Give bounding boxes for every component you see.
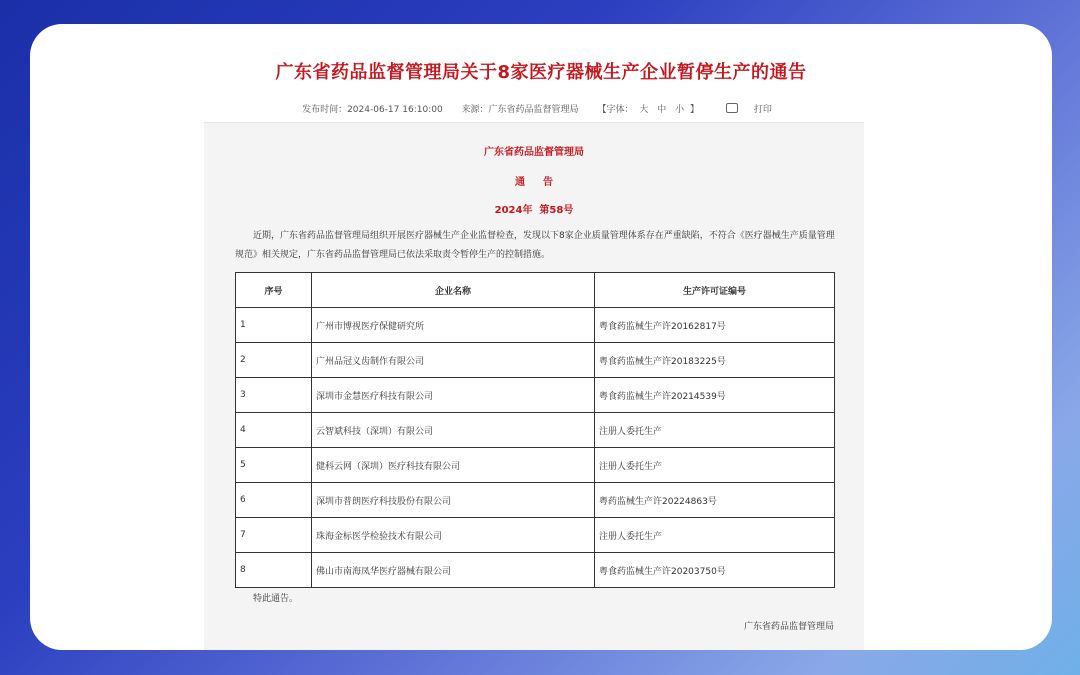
font-small-button[interactable]: 小 bbox=[675, 105, 685, 115]
cell-license: 注册人委托生产 bbox=[595, 448, 835, 483]
font-size-label-end: 】 bbox=[690, 105, 700, 115]
cell-license: 粤食药监械生产许20214539号 bbox=[595, 378, 835, 413]
cell-company: 珠海金标医学检验技术有限公司 bbox=[312, 518, 595, 553]
cell-index: 1 bbox=[236, 308, 312, 343]
printer-icon bbox=[726, 103, 738, 113]
cell-index: 6 bbox=[236, 483, 312, 518]
cell-company: 健科云网（深圳）医疗科技有限公司 bbox=[312, 448, 595, 483]
cell-license: 注册人委托生产 bbox=[595, 518, 835, 553]
table-row bbox=[236, 448, 835, 483]
article-body bbox=[204, 122, 864, 650]
table-row bbox=[236, 343, 835, 378]
cell-company: 深圳市金慧医疗科技有限公司 bbox=[312, 378, 595, 413]
cell-index: 3 bbox=[236, 378, 312, 413]
table-row bbox=[236, 518, 835, 553]
cell-company: 广州市博视医疗保健研究所 bbox=[312, 308, 595, 343]
doc-number: 2024年 第58号 bbox=[494, 205, 574, 216]
cell-index: 4 bbox=[236, 413, 312, 448]
print-label: 打印 bbox=[753, 105, 772, 115]
header-license: 生产许可证编号 bbox=[595, 273, 835, 308]
doc-signature: 广东省药品监督管理局 bbox=[743, 622, 834, 632]
font-medium-button[interactable]: 中 bbox=[657, 105, 667, 115]
cell-index: 8 bbox=[236, 553, 312, 588]
print-button[interactable] bbox=[718, 105, 780, 115]
table-row bbox=[236, 483, 835, 518]
table-row bbox=[236, 553, 835, 588]
table-row bbox=[236, 378, 835, 413]
cell-index: 2 bbox=[236, 343, 312, 378]
cell-company: 云智斌科技（深圳）有限公司 bbox=[312, 413, 595, 448]
cell-index: 7 bbox=[236, 518, 312, 553]
font-large-button[interactable]: 大 bbox=[639, 105, 649, 115]
table-header-row bbox=[236, 273, 835, 308]
article-card bbox=[30, 24, 1052, 650]
doc-notice-heading: 通告 bbox=[515, 177, 571, 188]
header-index: 序号 bbox=[236, 273, 312, 308]
cell-company: 佛山市南海凤华医疗器械有限公司 bbox=[312, 553, 595, 588]
font-size-control bbox=[597, 105, 701, 115]
font-size-label: 【字体： bbox=[597, 105, 634, 115]
source: 来源：广东省药品监督管理局 bbox=[461, 105, 579, 115]
article-meta bbox=[30, 102, 1052, 115]
page-title: 广东省药品监督管理局关于8家医疗器械生产企业暂停生产的通告 bbox=[275, 62, 807, 83]
cell-company: 广州品冠义齿制作有限公司 bbox=[312, 343, 595, 378]
table-row bbox=[236, 413, 835, 448]
cell-license: 粤药监械生产许20224863号 bbox=[595, 483, 835, 518]
table-row bbox=[236, 308, 835, 343]
company-table bbox=[235, 272, 835, 588]
doc-closing: 特此通告。 bbox=[253, 594, 299, 604]
cell-license: 注册人委托生产 bbox=[595, 413, 835, 448]
doc-agency: 广东省药品监督管理局 bbox=[484, 147, 584, 158]
cell-license: 粤食药监械生产许20162817号 bbox=[595, 308, 835, 343]
cell-index: 5 bbox=[236, 448, 312, 483]
cell-license: 粤食药监械生产许20203750号 bbox=[595, 553, 835, 588]
cell-license: 粤食药监械生产许20183225号 bbox=[595, 343, 835, 378]
doc-paragraph: 近期，广东省药品监督管理局组织开展医疗器械生产企业监督检查，发现以下8家企业质量管理体系存在严重缺陷，不符合《医疗器械生产质量管理规范》相关规定，广东省药品监督管理局已依法采取责令暂停生产的控制措施。 bbox=[235, 231, 835, 260]
publish-time: 发布时间：2024-06-17 16:10:00 bbox=[302, 105, 443, 115]
header-company: 企业名称 bbox=[312, 273, 595, 308]
cell-company: 深圳市普朗医疗科技股份有限公司 bbox=[312, 483, 595, 518]
